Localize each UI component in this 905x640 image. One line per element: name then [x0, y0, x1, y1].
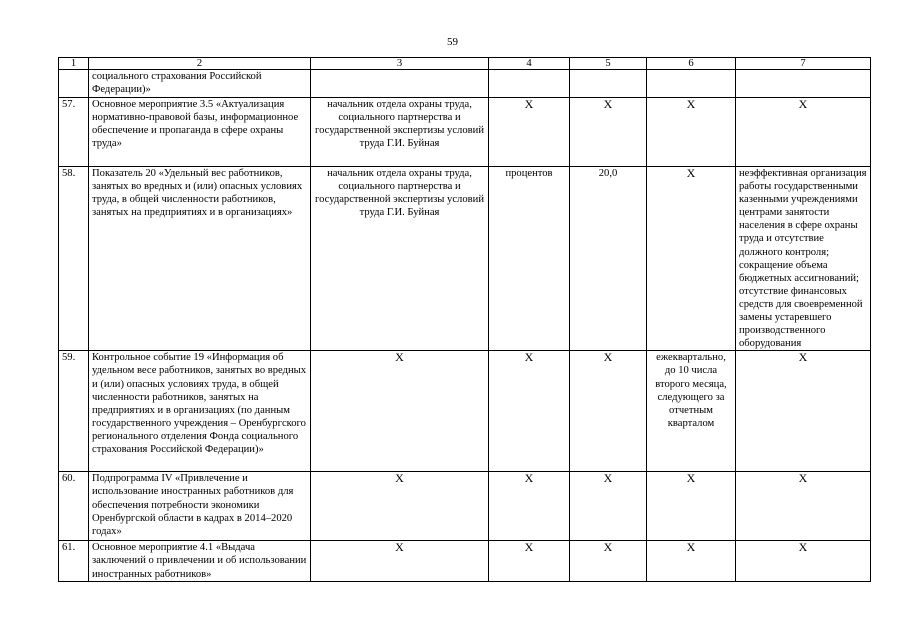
column-header: 3	[311, 58, 489, 70]
row-value: Х	[570, 351, 647, 472]
row-deadline: Х	[647, 541, 736, 581]
page-number: 59	[447, 36, 458, 48]
row-responsible	[311, 70, 489, 98]
row-deadline: Х	[647, 98, 736, 167]
column-header: 1	[59, 58, 89, 70]
row-responsible: Х	[311, 541, 489, 581]
table-header-row	[59, 58, 871, 70]
row-unit: Х	[489, 541, 570, 581]
column-header: 6	[647, 58, 736, 70]
row-number: 61.	[59, 541, 89, 581]
row-deadline	[647, 70, 736, 98]
row-number: 57.	[59, 98, 89, 167]
table-row	[59, 98, 871, 167]
row-responsible: начальник отдела охраны труда, социального партнерства и государственной экспертизы условий труда Г.И. Буйная	[311, 98, 489, 167]
row-number: 60.	[59, 472, 89, 541]
row-unit: Х	[489, 351, 570, 472]
row-unit: процентов	[489, 167, 570, 351]
row-risk: Х	[736, 351, 871, 472]
row-description: Контрольное событие 19 «Информация об удельном весе работников, занятых во вредных и (или) опасных условиях труда, в общей численности работников, занятых на предприятиях и в организациях (по данным государственного учреждения – Оренбургского регионального отделения Фонда социального страхования Российской Федерации)»	[89, 351, 311, 472]
table-row	[59, 167, 871, 351]
row-responsible: Х	[311, 351, 489, 472]
row-risk: Х	[736, 472, 871, 541]
table-row	[59, 70, 871, 98]
row-description: Подпрограмма IV «Привлечение и использование иностранных работников для обеспечения потребности экономики Оренбургской области в кадрах в 2014–2020 годах»	[89, 472, 311, 541]
table-row	[59, 472, 871, 541]
row-unit	[489, 70, 570, 98]
column-header: 2	[89, 58, 311, 70]
row-unit: Х	[489, 472, 570, 541]
column-header: 4	[489, 58, 570, 70]
column-header: 7	[736, 58, 871, 70]
row-value: Х	[570, 541, 647, 581]
row-risk	[736, 70, 871, 98]
row-value: Х	[570, 472, 647, 541]
row-responsible: Х	[311, 472, 489, 541]
table-row	[59, 541, 871, 581]
row-deadline: ежеквартально, до 10 числа второго месяца, следующего за отчетным кварталом	[647, 351, 736, 472]
row-value: Х	[570, 98, 647, 167]
row-unit: Х	[489, 98, 570, 167]
row-description: Основное мероприятие 3.5 «Актуализация нормативно-правовой базы, информационное обеспечение и пропаганда в сфере охраны труда»	[89, 98, 311, 167]
row-responsible: начальник отдела охраны труда, социального партнерства и государственной экспертизы условий труда Г.И. Буйная	[311, 167, 489, 351]
column-header: 5	[570, 58, 647, 70]
row-description: Основное мероприятие 4.1 «Выдача заключений о привлечении и об использовании иностранных работников»	[89, 541, 311, 581]
row-description: Показатель 20 «Удельный вес работников, занятых во вредных и (или) опасных условиях труда, в общей численности работников, занятых на предприятиях и в организациях»	[89, 167, 311, 351]
row-risk: Х	[736, 541, 871, 581]
row-number	[59, 70, 89, 98]
document-table	[58, 57, 871, 582]
row-number: 58.	[59, 167, 89, 351]
table-row	[59, 351, 871, 472]
row-deadline: Х	[647, 167, 736, 351]
row-risk: неэффективная организация работы государственными казенными учреждениями центрами занятости населения в сфере охраны труда и отсутствие должного контроля; сокращение объема бюджетных ассигнований; отсутствие финансовых средств для своевременной замены устаревшего производственного оборудования	[736, 167, 871, 351]
row-description: социального страхования Российской Федерации)»	[89, 70, 311, 98]
row-value	[570, 70, 647, 98]
row-risk: Х	[736, 98, 871, 167]
row-deadline: Х	[647, 472, 736, 541]
row-value: 20,0	[570, 167, 647, 351]
row-number: 59.	[59, 351, 89, 472]
